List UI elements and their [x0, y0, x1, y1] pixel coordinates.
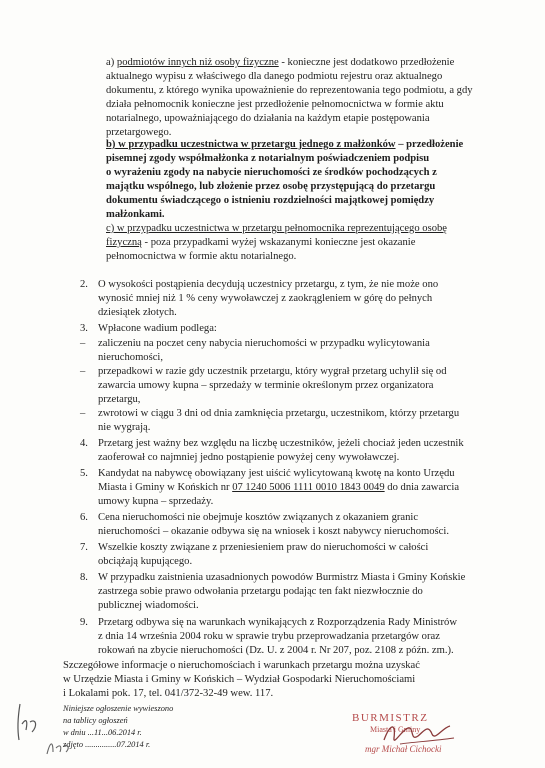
item3-bullet-line: zaliczeniu na poczet ceny nabycia nieruchomości w przypadku wylicytowania: [98, 338, 430, 349]
item5-line2: Miasta i Gminy w Końskich nr 07 1240 5006 1111 0010 1843 0049 do dnia zawarcia: [98, 482, 460, 493]
item-b-line: pisemnej zgody współmałżonka z notarialnym poświadczeniem podpisu: [106, 153, 430, 164]
item-b-line: małżonkami.: [106, 209, 165, 220]
item-a-line: działa pełnomocnik konieczne jest przedłożenie pełnomocnictwa w formie aktu: [106, 99, 444, 110]
item-a-line: przetargowego.: [106, 127, 172, 138]
signatory-name: mgr Michał Cichocki: [365, 744, 442, 754]
item-number: 8.: [80, 572, 88, 583]
item2-line: wynosić mniej niż 1 % ceny wywoławczej z zaokrągleniem w górę do pełnych: [98, 293, 433, 304]
item3-bullet-line: przepadkowi w razie gdy uczestnik przetargu, który wygrał przetarg uchylił się od: [98, 366, 447, 377]
item8-line: zastrzega sobie prawo odwołania przetargu podając ten fakt niezwłocznie do: [98, 586, 423, 597]
item-a-line: dokumentu, z którego wynika upoważnienie do reprezentowania tego podmiotu, a gdy: [106, 85, 473, 96]
item-number: 5.: [80, 468, 88, 479]
item-number: 6.: [80, 512, 88, 523]
item7-line: Wszelkie koszty związane z przeniesieniem praw do nieruchomości w całości: [98, 542, 429, 553]
item3-bullet-line: zawarcia umowy kupna – sprzedaży w terminie określonym przez organizatora: [98, 380, 434, 391]
item-a-line: aktualnego wypisu z właściwego dla danego podmiotu rejestru oraz aktualnego: [106, 71, 443, 82]
item-c-line2: fizyczną - poza przypadkami wyżej wskazanymi konieczne jest okazanie: [106, 237, 416, 248]
item4-line: Przetarg jest ważny bez względu na liczbę uczestników, jeżeli chociaż jeden uczestnik: [98, 438, 464, 449]
handwritten-mark: [44, 736, 72, 758]
item5-line1: Kandydat na nabywcę obowiązany jest uiścić wylicytowaną kwotę na konto Urzędu: [98, 468, 455, 479]
item-number: 3.: [80, 323, 88, 334]
item3-bullet-line: zwrotowi w ciągu 3 dni od dnia zamknięcia przetargu, uczestnikom, którzy przetargu: [98, 408, 460, 419]
item3-bullet-line: nie wygrają.: [98, 422, 151, 433]
item9-line: z dnia 14 września 2004 roku w sprawie trybu przeprowadzania przetargów oraz: [98, 631, 440, 642]
item2-line: O wysokości postąpienia decydują uczestnicy przetargu, z tym, że nie może ono: [98, 279, 439, 290]
item3-bullet-line: przetargu,: [98, 394, 141, 405]
item-b-line1: b) w przypadku uczestnictwa w przetargu jednego z małżonków – przedłożenie: [106, 139, 464, 150]
handwritten-initials: [14, 700, 44, 744]
bullet-dash: –: [80, 338, 86, 349]
item5-line3: umowy kupna – sprzedaży.: [98, 496, 214, 507]
item4-line: zaoferował co najmniej jedno postąpienie powyżej ceny wywoławczej.: [98, 452, 400, 463]
item-c-line1: c) w przypadku uczestnictwa w przetargu pełnomocnika reprezentującego osobę: [106, 223, 448, 234]
stamp-subtitle: Miasta i Gminy: [370, 725, 421, 734]
item-c-line3: pełnomocnictwa w formie aktu notarialnego.: [106, 251, 297, 262]
item-b-line: o wyrażeniu zgody na nabycie nieruchomości ze środków pochodzących z: [106, 167, 437, 178]
item8-line: W przypadku zaistnienia uzasadnionych powodów Burmistrz Miasta i Gminy Końskie: [98, 572, 466, 583]
info-line: Szczegółowe informacje o nieruchomościach i warunkach przetargu można uzyskać: [63, 660, 420, 671]
bullet-dash: –: [80, 366, 86, 377]
item3-title: Wpłacone wadium podlega:: [98, 323, 217, 334]
item-a-line: notarialnego, upoważniającego do działania na każdym etapie postępowania: [106, 113, 430, 124]
removed-date: zdjęto ...............07.2014 r.: [63, 740, 151, 749]
item8-line: publicznej wiadomości.: [98, 600, 199, 611]
info-line: w Urzędzie Miasta i Gminy w Końskich – Wydział Gospodarki Nieruchomościami: [63, 674, 416, 685]
item6-line: nieruchomości – okazanie odbywa się na wniosek i koszt nabywcy nieruchomości.: [98, 526, 449, 537]
item2-line: dziesiątek złotych.: [98, 307, 177, 318]
item7-line: obciążają kupującego.: [98, 556, 193, 567]
item-a-line1: a) podmiotów innych niż osoby fizyczne - konieczne jest dodatkowo przedłożenie: [106, 57, 455, 68]
bullet-dash: –: [80, 408, 86, 419]
info-line: i Lokalami pok. 17, tel. 041/372-32-49 wew. 117.: [63, 688, 274, 699]
item9-line: Przetarg odbywa się na warunkach wynikających z Rozporządzenia Rady Ministrów: [98, 617, 457, 628]
item-b-line: dokumentu świadczącego o istnieniu rozdzielności majątkowej pomiędzy: [106, 195, 435, 206]
posted-date: w dniu ...11...06.2014 r.: [63, 728, 142, 737]
bank-account-number: 07 1240 5006 1111 0010 1843 0049: [232, 482, 385, 493]
item9-line: rokowań na zbycie nieruchomości (Dz. U. z 2004 r. Nr 207, poz. 2108 z późn. zm.).: [98, 645, 454, 656]
item-number: 9.: [80, 617, 88, 628]
item-number: 2.: [80, 279, 88, 290]
item-number: 7.: [80, 542, 88, 553]
item-number: 4.: [80, 438, 88, 449]
stamp-title: BURMISTRZ: [352, 712, 429, 724]
footer-note-line: Niniejsze ogłoszenie wywieszono: [63, 704, 174, 713]
item3-bullet-line: nieruchomości,: [98, 352, 164, 363]
footer-note-line: na tablicy ogłoszeń: [63, 716, 128, 725]
item-b-line: majątku wspólnego, lub złożenie przez osobę przystępującą do przetargu: [106, 181, 436, 192]
item6-line: Cena nieruchomości nie obejmuje kosztów związanych z okazaniem granic: [98, 512, 419, 523]
